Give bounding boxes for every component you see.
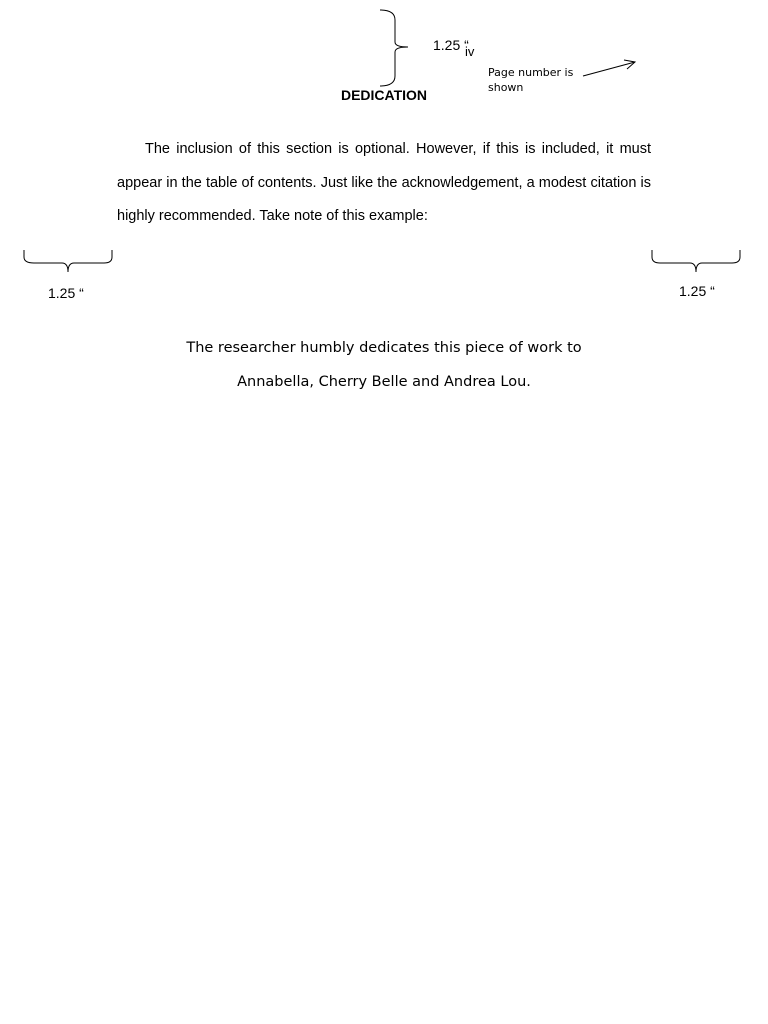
dedication-line-2: Annabella, Cherry Belle and Andrea Lou. xyxy=(237,374,531,390)
page-number-note: Page number is shown xyxy=(488,66,574,94)
left-margin-brace xyxy=(24,250,112,272)
top-margin-brace xyxy=(380,10,408,86)
body-paragraph: The inclusion of this section is optional. However, if this is included, it must appear in the table of contents. Just like the acknowledgement, a modest citation is highly recommended. Take note of this example: xyxy=(117,141,651,224)
right-margin-label: 1.25 “ xyxy=(679,283,715,299)
left-margin-label: 1.25 “ xyxy=(48,285,84,301)
right-margin-brace xyxy=(652,250,740,272)
page-number-arrow xyxy=(583,60,635,76)
section-title: DEDICATION xyxy=(340,87,428,103)
top-margin-label: 1.25 “ xyxy=(433,37,469,53)
page-number: iv xyxy=(465,44,475,59)
dedication-line-1: The researcher humbly dedicates this piece of work to xyxy=(186,340,582,356)
